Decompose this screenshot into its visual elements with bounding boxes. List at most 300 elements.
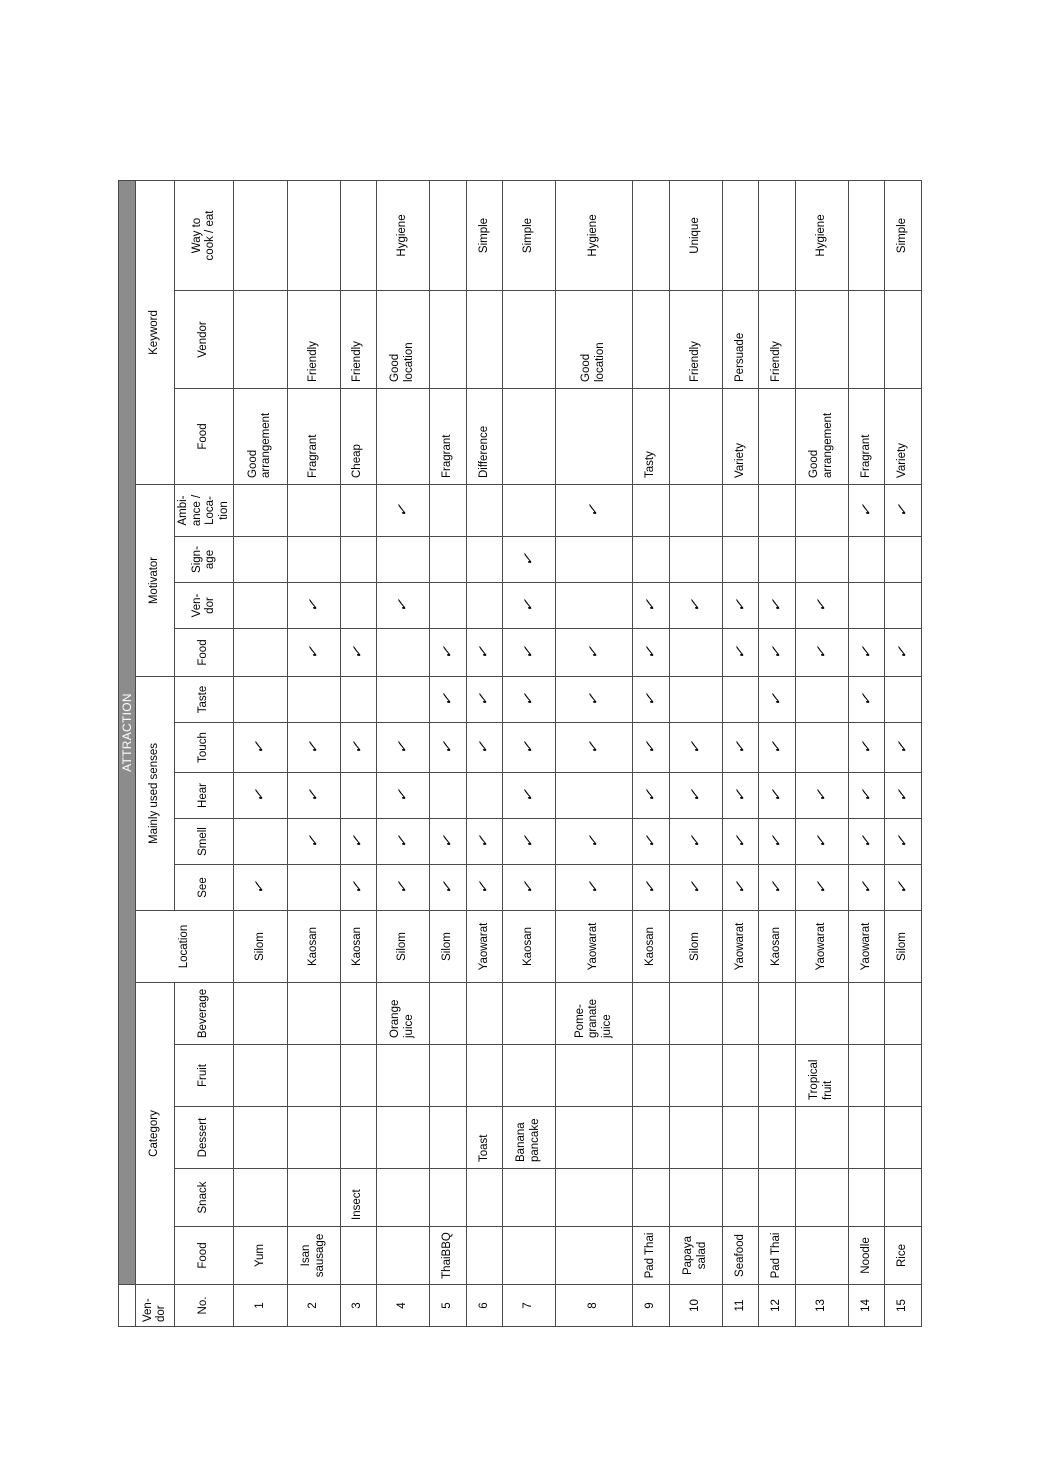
sense-smell-cell bbox=[340, 819, 376, 865]
motivator-ambience-header: Ambi- ance / Loca- tion bbox=[175, 485, 234, 537]
keyword-way-cell: Simple bbox=[503, 181, 556, 291]
motivator-signage-cell bbox=[848, 537, 884, 583]
category-fruit-cell bbox=[633, 1045, 669, 1107]
motivator-food-cell bbox=[795, 629, 848, 677]
keyword-way-cell: Unique bbox=[669, 181, 722, 291]
food-header: Food bbox=[175, 1227, 234, 1285]
keyword-way-cell: Hygiene bbox=[556, 181, 633, 291]
motivator-vendor-cell bbox=[722, 583, 758, 629]
check-mark-icon: ✓ bbox=[393, 880, 412, 895]
table-row bbox=[633, 181, 669, 1327]
category-food-cell: Yum bbox=[234, 1227, 287, 1285]
check-mark-icon: ✓ bbox=[584, 834, 604, 849]
check-mark-icon: ✓ bbox=[303, 740, 323, 755]
location-header: Location bbox=[136, 911, 234, 983]
sense-taste-cell bbox=[669, 677, 722, 723]
title-blank-cell bbox=[119, 1285, 136, 1327]
sense-taste-cell bbox=[466, 677, 502, 723]
check-mark-icon: ✓ bbox=[348, 740, 368, 755]
check-mark-icon: ✓ bbox=[474, 880, 494, 895]
motivator-signage-cell bbox=[669, 537, 722, 583]
category-fruit-cell bbox=[885, 1045, 922, 1107]
sense-hear-cell bbox=[885, 773, 922, 819]
check-mark-icon: ✓ bbox=[856, 880, 876, 895]
keyword-way-cell bbox=[430, 181, 466, 291]
check-mark-icon: ✓ bbox=[730, 598, 750, 613]
check-mark-icon: ✓ bbox=[393, 834, 412, 849]
vendor-no-cell: 6 bbox=[466, 1285, 502, 1327]
check-mark-icon: ✓ bbox=[767, 598, 786, 613]
sense-taste-cell bbox=[503, 677, 556, 723]
motivator-food-cell bbox=[885, 629, 922, 677]
sense-touch-cell bbox=[722, 723, 758, 773]
sense-taste-cell bbox=[287, 677, 340, 723]
sense-hear-cell bbox=[795, 773, 848, 819]
sense-see-cell bbox=[466, 865, 502, 911]
vendor-no-cell: 10 bbox=[669, 1285, 722, 1327]
sense-smell-cell bbox=[466, 819, 502, 865]
keyword-vendor-cell bbox=[503, 291, 556, 389]
check-mark-icon: ✓ bbox=[767, 645, 786, 660]
smell-header: Smell bbox=[175, 819, 234, 865]
check-mark-icon: ✓ bbox=[519, 645, 538, 660]
sense-hear-cell bbox=[848, 773, 884, 819]
location-cell: Kaosan bbox=[503, 911, 556, 983]
sense-taste-cell bbox=[377, 677, 430, 723]
table-row bbox=[340, 181, 376, 1327]
category-beverage-cell bbox=[669, 983, 722, 1045]
motivator-vendor-cell bbox=[503, 583, 556, 629]
keyword-food-cell bbox=[669, 389, 722, 485]
check-mark-icon: ✓ bbox=[393, 598, 412, 613]
category-food-cell: Pad Thai bbox=[633, 1227, 669, 1285]
category-food-cell: Papaya salad bbox=[669, 1227, 722, 1285]
senses-group-header: Mainly used senses bbox=[136, 677, 175, 911]
keyword-vendor-cell: Good location bbox=[556, 291, 633, 389]
category-snack-cell bbox=[503, 1169, 556, 1227]
check-mark-icon: ✓ bbox=[893, 645, 912, 660]
check-mark-icon: ✓ bbox=[641, 740, 660, 755]
sense-touch-cell bbox=[234, 723, 287, 773]
sense-touch-cell bbox=[885, 723, 922, 773]
category-fruit-cell bbox=[430, 1045, 466, 1107]
category-snack-cell bbox=[759, 1169, 795, 1227]
keyword-food-cell: Tasty bbox=[633, 389, 669, 485]
vendor-no-cell: 4 bbox=[377, 1285, 430, 1327]
sense-hear-cell bbox=[503, 773, 556, 819]
check-mark-icon: ✓ bbox=[584, 740, 604, 755]
sense-smell-cell bbox=[722, 819, 758, 865]
keyword-food-cell: Cheap bbox=[340, 389, 376, 485]
category-dessert-cell bbox=[633, 1107, 669, 1169]
motivator-food-cell bbox=[556, 629, 633, 677]
vendor-no-cell: 9 bbox=[633, 1285, 669, 1327]
sense-smell-cell bbox=[503, 819, 556, 865]
check-mark-icon: ✓ bbox=[641, 692, 660, 707]
keyword-way-cell bbox=[848, 181, 884, 291]
category-dessert-cell bbox=[885, 1107, 922, 1169]
keyword-vendor-cell bbox=[234, 291, 287, 389]
sense-see-cell bbox=[848, 865, 884, 911]
category-fruit-cell bbox=[503, 1045, 556, 1107]
motivator-ambience-cell bbox=[377, 485, 430, 537]
check-mark-icon: ✓ bbox=[348, 645, 368, 660]
motivator-ambience-cell bbox=[722, 485, 758, 537]
check-mark-icon: ✓ bbox=[767, 692, 786, 707]
check-mark-icon: ✓ bbox=[730, 645, 750, 660]
check-mark-icon: ✓ bbox=[250, 788, 270, 803]
category-beverage-cell bbox=[503, 983, 556, 1045]
touch-header: Touch bbox=[175, 723, 234, 773]
check-mark-icon: ✓ bbox=[519, 552, 538, 567]
beverage-header: Beverage bbox=[175, 983, 234, 1045]
category-beverage-cell: Pome- granate juice bbox=[556, 983, 633, 1045]
category-dessert-cell bbox=[340, 1107, 376, 1169]
motivator-vendor-cell bbox=[340, 583, 376, 629]
category-snack-cell bbox=[430, 1169, 466, 1227]
vendor-no-cell: 2 bbox=[287, 1285, 340, 1327]
keyword-food-cell bbox=[759, 389, 795, 485]
check-mark-icon: ✓ bbox=[686, 788, 705, 803]
keyword-food-cell bbox=[503, 389, 556, 485]
check-mark-icon: ✓ bbox=[438, 740, 457, 755]
category-fruit-cell bbox=[669, 1045, 722, 1107]
check-mark-icon: ✓ bbox=[348, 880, 368, 895]
check-mark-icon: ✓ bbox=[250, 740, 270, 755]
motivator-signage-cell bbox=[466, 537, 502, 583]
category-snack-cell bbox=[556, 1169, 633, 1227]
category-beverage-cell: Orange juice bbox=[377, 983, 430, 1045]
check-mark-icon: ✓ bbox=[730, 834, 750, 849]
motivator-ambience-cell bbox=[885, 485, 922, 537]
sense-see-cell bbox=[556, 865, 633, 911]
check-mark-icon: ✓ bbox=[584, 645, 604, 660]
motivator-food-cell bbox=[669, 629, 722, 677]
motivator-ambience-cell bbox=[503, 485, 556, 537]
motivator-food-cell bbox=[633, 629, 669, 677]
category-beverage-cell bbox=[722, 983, 758, 1045]
check-mark-icon: ✓ bbox=[519, 880, 538, 895]
category-beverage-cell bbox=[466, 983, 502, 1045]
sense-taste-cell bbox=[633, 677, 669, 723]
vendor-no-cell: 8 bbox=[556, 1285, 633, 1327]
check-mark-icon: ✓ bbox=[348, 834, 368, 849]
motivator-signage-cell bbox=[722, 537, 758, 583]
motivator-food-header: Food bbox=[175, 629, 234, 677]
keyword-way-cell: Hygiene bbox=[795, 181, 848, 291]
motivator-signage-cell bbox=[885, 537, 922, 583]
keyword-food-cell: Difference bbox=[466, 389, 502, 485]
motivator-food-cell bbox=[759, 629, 795, 677]
keyword-vendor-cell: Friendly bbox=[759, 291, 795, 389]
check-mark-icon: ✓ bbox=[686, 834, 705, 849]
sense-see-cell bbox=[633, 865, 669, 911]
location-cell: Silom bbox=[430, 911, 466, 983]
motivator-ambience-cell bbox=[234, 485, 287, 537]
motivator-vendor-cell bbox=[234, 583, 287, 629]
table-title: ATTRACTION bbox=[119, 181, 136, 1285]
category-snack-cell bbox=[466, 1169, 502, 1227]
category-dessert-cell bbox=[377, 1107, 430, 1169]
sense-see-cell bbox=[287, 865, 340, 911]
check-mark-icon: ✓ bbox=[641, 788, 660, 803]
category-fruit-cell bbox=[377, 1045, 430, 1107]
keyword-food-cell: Good arrangement bbox=[234, 389, 287, 485]
check-mark-icon: ✓ bbox=[767, 834, 786, 849]
category-beverage-cell bbox=[430, 983, 466, 1045]
location-cell: Silom bbox=[885, 911, 922, 983]
category-fruit-cell bbox=[759, 1045, 795, 1107]
sense-hear-cell bbox=[234, 773, 287, 819]
check-mark-icon: ✓ bbox=[393, 788, 412, 803]
sense-smell-cell bbox=[669, 819, 722, 865]
check-mark-icon: ✓ bbox=[584, 880, 604, 895]
sense-touch-cell bbox=[633, 723, 669, 773]
check-mark-icon: ✓ bbox=[893, 788, 912, 803]
check-mark-icon: ✓ bbox=[856, 692, 876, 707]
category-food-cell: ThaiBBQ bbox=[430, 1227, 466, 1285]
motivator-food-cell bbox=[377, 629, 430, 677]
sense-hear-cell bbox=[377, 773, 430, 819]
location-cell: Kaosan bbox=[287, 911, 340, 983]
hear-header: Hear bbox=[175, 773, 234, 819]
keyword-food-cell: Variety bbox=[885, 389, 922, 485]
category-snack-cell bbox=[633, 1169, 669, 1227]
motivator-signage-cell bbox=[633, 537, 669, 583]
sense-smell-cell bbox=[234, 819, 287, 865]
check-mark-icon: ✓ bbox=[812, 598, 831, 613]
sense-touch-cell bbox=[503, 723, 556, 773]
category-food-cell bbox=[377, 1227, 430, 1285]
check-mark-icon: ✓ bbox=[767, 880, 786, 895]
category-dessert-cell bbox=[556, 1107, 633, 1169]
keyword-way-header: Way to cook / eat bbox=[175, 181, 234, 291]
sense-see-cell bbox=[377, 865, 430, 911]
sense-see-cell bbox=[885, 865, 922, 911]
sense-touch-cell bbox=[795, 723, 848, 773]
category-snack-cell bbox=[722, 1169, 758, 1227]
motivator-vendor-cell bbox=[466, 583, 502, 629]
sense-hear-cell bbox=[669, 773, 722, 819]
check-mark-icon: ✓ bbox=[303, 788, 323, 803]
check-mark-icon: ✓ bbox=[730, 788, 750, 803]
check-mark-icon: ✓ bbox=[686, 740, 705, 755]
location-cell: Silom bbox=[377, 911, 430, 983]
vendor-group-header: Ven- dor bbox=[136, 1285, 175, 1327]
keyword-food-header: Food bbox=[175, 389, 234, 485]
category-food-cell: Isan sausage bbox=[287, 1227, 340, 1285]
check-mark-icon: ✓ bbox=[438, 880, 457, 895]
check-mark-icon: ✓ bbox=[641, 598, 660, 613]
category-beverage-cell bbox=[234, 983, 287, 1045]
check-mark-icon: ✓ bbox=[519, 834, 538, 849]
vendor-no-cell: 13 bbox=[795, 1285, 848, 1327]
check-mark-icon: ✓ bbox=[438, 645, 457, 660]
check-mark-icon: ✓ bbox=[641, 834, 660, 849]
sense-taste-cell bbox=[430, 677, 466, 723]
keyword-vendor-cell: Friendly bbox=[287, 291, 340, 389]
location-cell: Yaowarat bbox=[795, 911, 848, 983]
sense-smell-cell bbox=[556, 819, 633, 865]
sense-hear-cell bbox=[466, 773, 502, 819]
check-mark-icon: ✓ bbox=[303, 645, 323, 660]
sense-see-cell bbox=[430, 865, 466, 911]
table-row bbox=[795, 181, 848, 1327]
location-cell: Yaowarat bbox=[722, 911, 758, 983]
keyword-way-cell bbox=[633, 181, 669, 291]
location-cell: Kaosan bbox=[340, 911, 376, 983]
motivator-ambience-cell bbox=[759, 485, 795, 537]
keyword-food-cell: Good arrangement bbox=[795, 389, 848, 485]
location-cell: Kaosan bbox=[633, 911, 669, 983]
keyword-way-cell: Simple bbox=[466, 181, 502, 291]
motivator-vendor-cell bbox=[556, 583, 633, 629]
table-row bbox=[722, 181, 758, 1327]
check-mark-icon: ✓ bbox=[767, 788, 786, 803]
keyword-way-cell: Simple bbox=[885, 181, 922, 291]
category-snack-cell bbox=[287, 1169, 340, 1227]
category-fruit-cell bbox=[848, 1045, 884, 1107]
check-mark-icon: ✓ bbox=[893, 740, 912, 755]
category-dessert-cell bbox=[795, 1107, 848, 1169]
motivator-vendor-cell bbox=[885, 583, 922, 629]
check-mark-icon: ✓ bbox=[856, 740, 876, 755]
sense-smell-cell bbox=[885, 819, 922, 865]
motivator-signage-cell bbox=[759, 537, 795, 583]
category-beverage-cell bbox=[340, 983, 376, 1045]
motivator-ambience-cell bbox=[848, 485, 884, 537]
motivator-vendor-cell bbox=[430, 583, 466, 629]
location-cell: Yaowarat bbox=[556, 911, 633, 983]
sense-touch-cell bbox=[669, 723, 722, 773]
sense-taste-cell bbox=[722, 677, 758, 723]
category-food-cell: Noodle bbox=[848, 1227, 884, 1285]
attraction-table bbox=[118, 180, 922, 1327]
keyword-food-cell: Fragrant bbox=[287, 389, 340, 485]
category-food-cell: Pad Thai bbox=[759, 1227, 795, 1285]
category-food-cell bbox=[795, 1227, 848, 1285]
keyword-way-cell bbox=[759, 181, 795, 291]
category-beverage-cell bbox=[848, 983, 884, 1045]
see-header: See bbox=[175, 865, 234, 911]
vendor-no-cell: 7 bbox=[503, 1285, 556, 1327]
sense-touch-cell bbox=[848, 723, 884, 773]
check-mark-icon: ✓ bbox=[519, 740, 538, 755]
check-mark-icon: ✓ bbox=[856, 645, 876, 660]
sense-touch-cell bbox=[340, 723, 376, 773]
check-mark-icon: ✓ bbox=[812, 788, 831, 803]
sense-smell-cell bbox=[795, 819, 848, 865]
vendor-no-cell: 11 bbox=[722, 1285, 758, 1327]
check-mark-icon: ✓ bbox=[686, 880, 705, 895]
sense-see-cell bbox=[722, 865, 758, 911]
rotated-page bbox=[118, 181, 922, 1327]
vendor-no-cell: 14 bbox=[848, 1285, 884, 1327]
check-mark-icon: ✓ bbox=[812, 645, 831, 660]
sense-hear-cell bbox=[722, 773, 758, 819]
vendor-no-cell: 1 bbox=[234, 1285, 287, 1327]
category-beverage-cell bbox=[885, 983, 922, 1045]
category-snack-cell bbox=[377, 1169, 430, 1227]
check-mark-icon: ✓ bbox=[519, 692, 538, 707]
table-row bbox=[759, 181, 795, 1327]
motivator-ambience-cell bbox=[340, 485, 376, 537]
check-mark-icon: ✓ bbox=[812, 834, 831, 849]
category-fruit-cell bbox=[287, 1045, 340, 1107]
motivator-vendor-cell bbox=[848, 583, 884, 629]
sense-taste-cell bbox=[234, 677, 287, 723]
motivator-signage-cell bbox=[430, 537, 466, 583]
motivator-ambience-cell bbox=[633, 485, 669, 537]
sense-see-cell bbox=[340, 865, 376, 911]
keyword-vendor-cell bbox=[848, 291, 884, 389]
motivator-vendor-cell bbox=[669, 583, 722, 629]
table-row bbox=[503, 181, 556, 1327]
sense-touch-cell bbox=[377, 723, 430, 773]
check-mark-icon: ✓ bbox=[474, 692, 494, 707]
location-cell: Silom bbox=[669, 911, 722, 983]
sense-taste-cell bbox=[848, 677, 884, 723]
keyword-vendor-cell: Friendly bbox=[340, 291, 376, 389]
sense-see-cell bbox=[795, 865, 848, 911]
motivator-ambience-cell bbox=[669, 485, 722, 537]
sense-see-cell bbox=[759, 865, 795, 911]
category-food-cell bbox=[340, 1227, 376, 1285]
category-dessert-cell: Banana pancake bbox=[503, 1107, 556, 1169]
table-row bbox=[885, 181, 922, 1327]
table-row bbox=[556, 181, 633, 1327]
motivator-signage-cell bbox=[377, 537, 430, 583]
sense-smell-cell bbox=[287, 819, 340, 865]
check-mark-icon: ✓ bbox=[686, 598, 705, 613]
check-mark-icon: ✓ bbox=[641, 880, 660, 895]
sense-hear-cell bbox=[340, 773, 376, 819]
sense-touch-cell bbox=[759, 723, 795, 773]
category-dessert-cell bbox=[430, 1107, 466, 1169]
category-fruit-cell: Tropical fruit bbox=[795, 1045, 848, 1107]
sense-touch-cell bbox=[556, 723, 633, 773]
table-row bbox=[848, 181, 884, 1327]
check-mark-icon: ✓ bbox=[519, 598, 538, 613]
check-mark-icon: ✓ bbox=[438, 834, 457, 849]
table-row bbox=[234, 181, 287, 1327]
no-header: No. bbox=[175, 1285, 234, 1327]
motivator-signage-cell bbox=[795, 537, 848, 583]
check-mark-icon: ✓ bbox=[303, 598, 323, 613]
motivator-food-cell bbox=[430, 629, 466, 677]
motivator-vendor-cell bbox=[377, 583, 430, 629]
check-mark-icon: ✓ bbox=[856, 788, 876, 803]
sense-see-cell bbox=[669, 865, 722, 911]
motivator-signage-cell bbox=[503, 537, 556, 583]
keyword-vendor-cell bbox=[633, 291, 669, 389]
check-mark-icon: ✓ bbox=[856, 834, 876, 849]
check-mark-icon: ✓ bbox=[438, 692, 457, 707]
check-mark-icon: ✓ bbox=[893, 503, 912, 518]
category-fruit-cell bbox=[722, 1045, 758, 1107]
motivator-vendor-header: Ven- dor bbox=[175, 583, 234, 629]
category-snack-cell bbox=[848, 1169, 884, 1227]
keyword-vendor-cell: Friendly bbox=[669, 291, 722, 389]
check-mark-icon: ✓ bbox=[812, 880, 831, 895]
check-mark-icon: ✓ bbox=[303, 834, 323, 849]
category-snack-cell bbox=[795, 1169, 848, 1227]
check-mark-icon: ✓ bbox=[893, 880, 912, 895]
category-beverage-cell bbox=[795, 983, 848, 1045]
sense-hear-cell bbox=[287, 773, 340, 819]
sense-taste-cell bbox=[885, 677, 922, 723]
motivator-signage-cell bbox=[340, 537, 376, 583]
